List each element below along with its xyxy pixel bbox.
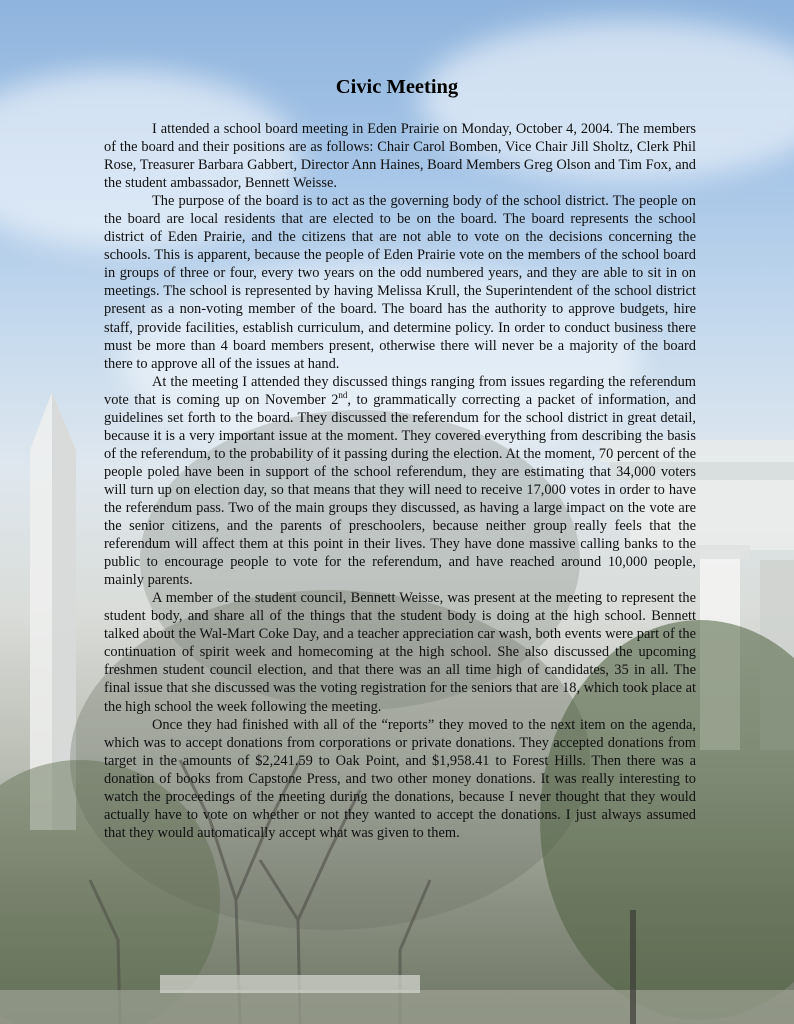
paragraph-referendum [104, 373, 696, 590]
paragraph-student-council: A member of the student council, Bennett Weisse, was present at the meeting to represent the student body, and share all of the things that the student body is doing at the high school. Bennett talked about the Wal-Mart Coke Day, and a teacher appreciation car wash, both events were part of the continuation of spirit week and homecoming at the high school. She also discussed the upcoming freshmen student council election, and that there was an all time high of candidates, 35 in all. The final issue that she discussed was the voting registration for the seniors that are 18, which took place at the high school the week following the meeting. [104, 590, 696, 715]
paragraph-board-members: I attended a school board meeting in Eden Prairie on Monday, October 4, 2004. The members of the board and their positions are as follows: Chair Carol Bomben, Vice Chair Jill Sholtz, Clerk Phil Rose, Treasurer Barbara Gabbert, Director Ann Haines, Board Members Greg Olson and Tim Fox, and the student ambassador, Bennett Weisse. [104, 121, 696, 192]
ordinal-suffix: nd [338, 389, 348, 400]
document-body [104, 120, 696, 842]
paragraph-board-purpose: The purpose of the board is to act as the governing body of the school district. The people on the board are local residents that are elected to be on the board. The board represents the school district of Eden Prairie, and the citizens that are not able to vote on the decisions concerning the schools. This is apparent, because the people of Eden Prairie vote on the members of the school board in groups of three or four, every two years on the odd numbered years, and they are able to sit in on meetings. The school is represented by having Melissa Krull, the Superintendent of the school district present as a non-voting member of the board. The board has the authority to approve budgets, hire staff, provide facilities, establish curriculum, and determine policy. In order to conduct business there must be more than 4 board members present, otherwise there will never be a majority of the board there to approve all of the issues at hand. [104, 193, 696, 372]
paragraph-referendum-start: At the meeting I attended they discussed things ranging from issues regarding the referendum vote that is coming up on November 2 [104, 373, 696, 408]
paragraph-referendum-rest: , to grammatically correcting a packet of information, and guidelines set forth to the board. They discussed the referendum for the school district in great detail, because it is a very important issue at the moment. They covered everything from describing the basis of the referendum, to the probability of it passing during the election. At the moment, 70 percent of the people poled have been in support of the school referendum, they are estimating that 34,000 voters will turn up on election day, so that means that they will need to receive 17,000 votes in order to have the referendum pass. Two of the main groups they discussed, as having a large impact on the vote are the senior citizens, and the parents of preschoolers, because neither group really feels that the referendum will affect them at this point in their lives. They have done massive calling banks to the public to encourage people to vote for the referendum, and have reached around 10,000 people, mainly parents. [104, 391, 696, 589]
document-title: Civic Meeting [335, 76, 459, 98]
paragraph-donations: Once they had finished with all of the “reports” they moved to the next item on the agenda, which was to accept donations from corporations or private donations. They accepted donations from target in the amounts of $2,241.59 to Oak Point, and $1,958.41 to Forest Hills. Then there was a donation of books from Capstone Press, and two other money donations. It was really interesting to watch the proceedings of the meeting during the donations, because I never thought that they would actually have to vote on whether or not they wanted to accept the donations. I just always assumed that they would automatically accept what was given to them. [104, 716, 696, 841]
